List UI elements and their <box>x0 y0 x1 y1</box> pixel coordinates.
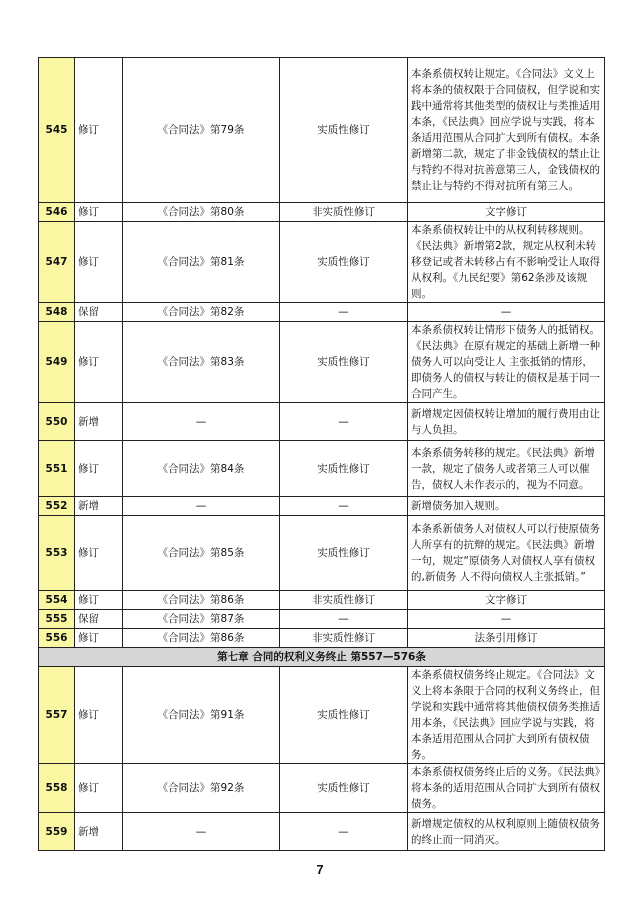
table-row <box>39 303 605 322</box>
change-kind: — <box>280 497 408 516</box>
table-row <box>39 764 605 813</box>
change-note: 本条系债权转让中的从权利转移规则。《民法典》新增第2款，规定从权利未转移登记或者未转移占有不影响受让人取得从权利。《九民纪要》第62条涉及该规则。 <box>408 222 605 303</box>
article-number: 557 <box>39 667 75 764</box>
source-article: — <box>123 497 280 516</box>
article-number: 546 <box>39 203 75 222</box>
change-kind: — <box>280 403 408 441</box>
chapter-heading: 第七章 合同的权利义务终止 第557—576条 <box>39 648 605 667</box>
article-number: 549 <box>39 322 75 403</box>
change-note: 文字修订 <box>408 591 605 610</box>
article-number: 553 <box>39 516 75 591</box>
change-type: 新增 <box>75 813 123 851</box>
source-article: 《合同法》第79条 <box>123 58 280 203</box>
table-row <box>39 667 605 764</box>
change-type: 修订 <box>75 764 123 813</box>
change-kind: 实质性修订 <box>280 667 408 764</box>
change-type: 修订 <box>75 667 123 764</box>
source-article: 《合同法》第82条 <box>123 303 280 322</box>
article-number: 554 <box>39 591 75 610</box>
article-number: 555 <box>39 610 75 629</box>
source-article: 《合同法》第87条 <box>123 610 280 629</box>
table-row <box>39 813 605 851</box>
change-type: 修订 <box>75 591 123 610</box>
change-kind: 实质性修订 <box>280 441 408 497</box>
article-number: 552 <box>39 497 75 516</box>
change-kind: 实质性修订 <box>280 222 408 303</box>
change-note: 本条系债务转移的规定。《民法典》新增一款，规定了债务人或者第三人可以催告，债权人未作表示的，视为不同意。 <box>408 441 605 497</box>
article-number: 556 <box>39 629 75 648</box>
change-kind: 实质性修订 <box>280 322 408 403</box>
change-note: — <box>408 303 605 322</box>
article-number: 551 <box>39 441 75 497</box>
change-note: — <box>408 610 605 629</box>
change-note: 本条系债权债务终止后的义务。《民法典》将本条的适用范围从合同扩大到所有债权债务。 <box>408 764 605 813</box>
change-type: 修订 <box>75 322 123 403</box>
source-article: 《合同法》第86条 <box>123 591 280 610</box>
change-note: 本条系新债务人对债权人可以行使原债务人所享有的抗辩的规定。《民法典》新增一句，规定“原债务人对债权人享有债权的,新债务 人不得向债权人主张抵销。” <box>408 516 605 591</box>
chapter-heading-row <box>39 648 605 667</box>
source-article: 《合同法》第83条 <box>123 322 280 403</box>
source-article: 《合同法》第81条 <box>123 222 280 303</box>
change-kind: 非实质性修订 <box>280 591 408 610</box>
change-kind: — <box>280 813 408 851</box>
table-row <box>39 403 605 441</box>
change-note: 本条系债权债务终止规定。《合同法》文义上将本条限于合同的权利义务终止，但学说和实践中通常将其他债权债务类推适用本条，《民法典》回应学说与实践，将本条适用范围从合同扩大到所有债权债务。 <box>408 667 605 764</box>
change-kind: — <box>280 303 408 322</box>
change-note: 新增债务加入规则。 <box>408 497 605 516</box>
table-row <box>39 322 605 403</box>
table-row <box>39 610 605 629</box>
source-article: 《合同法》第92条 <box>123 764 280 813</box>
table-row <box>39 591 605 610</box>
source-article: 《合同法》第80条 <box>123 203 280 222</box>
change-type: 修订 <box>75 441 123 497</box>
article-number: 547 <box>39 222 75 303</box>
article-number: 558 <box>39 764 75 813</box>
source-article: 《合同法》第86条 <box>123 629 280 648</box>
source-article: 《合同法》第85条 <box>123 516 280 591</box>
change-type: 保留 <box>75 610 123 629</box>
change-kind: 实质性修订 <box>280 58 408 203</box>
change-note: 新增规定因债权转让增加的履行费用由让与人负担。 <box>408 403 605 441</box>
source-article: 《合同法》第91条 <box>123 667 280 764</box>
table-row <box>39 497 605 516</box>
change-kind: — <box>280 610 408 629</box>
change-type: 新增 <box>75 497 123 516</box>
change-kind: 非实质性修订 <box>280 203 408 222</box>
source-article: — <box>123 813 280 851</box>
change-type: 修订 <box>75 516 123 591</box>
change-type: 修订 <box>75 222 123 303</box>
change-kind: 实质性修订 <box>280 516 408 591</box>
change-type: 保留 <box>75 303 123 322</box>
article-number: 545 <box>39 58 75 203</box>
table-row <box>39 441 605 497</box>
source-article: 《合同法》第84条 <box>123 441 280 497</box>
change-note: 法条引用修订 <box>408 629 605 648</box>
table-row <box>39 203 605 222</box>
article-number: 548 <box>39 303 75 322</box>
table-row <box>39 516 605 591</box>
change-note: 本条系债权转让规定。《合同法》文义上将本条的债权限于合同债权，但学说和实践中通常将其他类型的债权让与类推适用本条，《民法典》回应学说与实践，将本条适用范围从合同扩大到所有债权。本条新增第二款，规定了非金钱债权的禁止让与特约不得对抗善意第三人，金钱债权的禁止让与特约不得对抗所有第三人。 <box>408 58 605 203</box>
change-note: 本条系债权转让情形下债务人的抵销权。《民法典》在原有规定的基础上新增一种债务人可以向受让人 主张抵销的情形，即债务人的债权与转让的债权是基于同一合同产生。 <box>408 322 605 403</box>
change-note: 新增规定债权的从权利原则上随债权债务的终止而一同消灭。 <box>408 813 605 851</box>
change-type: 修订 <box>75 629 123 648</box>
table-row <box>39 58 605 203</box>
article-number: 559 <box>39 813 75 851</box>
change-kind: 实质性修订 <box>280 764 408 813</box>
change-note: 文字修订 <box>408 203 605 222</box>
table-row <box>39 629 605 648</box>
page-number: 7 <box>316 862 324 877</box>
change-type: 新增 <box>75 403 123 441</box>
change-type: 修订 <box>75 203 123 222</box>
source-article: — <box>123 403 280 441</box>
change-type: 修订 <box>75 58 123 203</box>
article-number: 550 <box>39 403 75 441</box>
provisions-table <box>38 57 605 851</box>
change-kind: 非实质性修订 <box>280 629 408 648</box>
table-row <box>39 222 605 303</box>
